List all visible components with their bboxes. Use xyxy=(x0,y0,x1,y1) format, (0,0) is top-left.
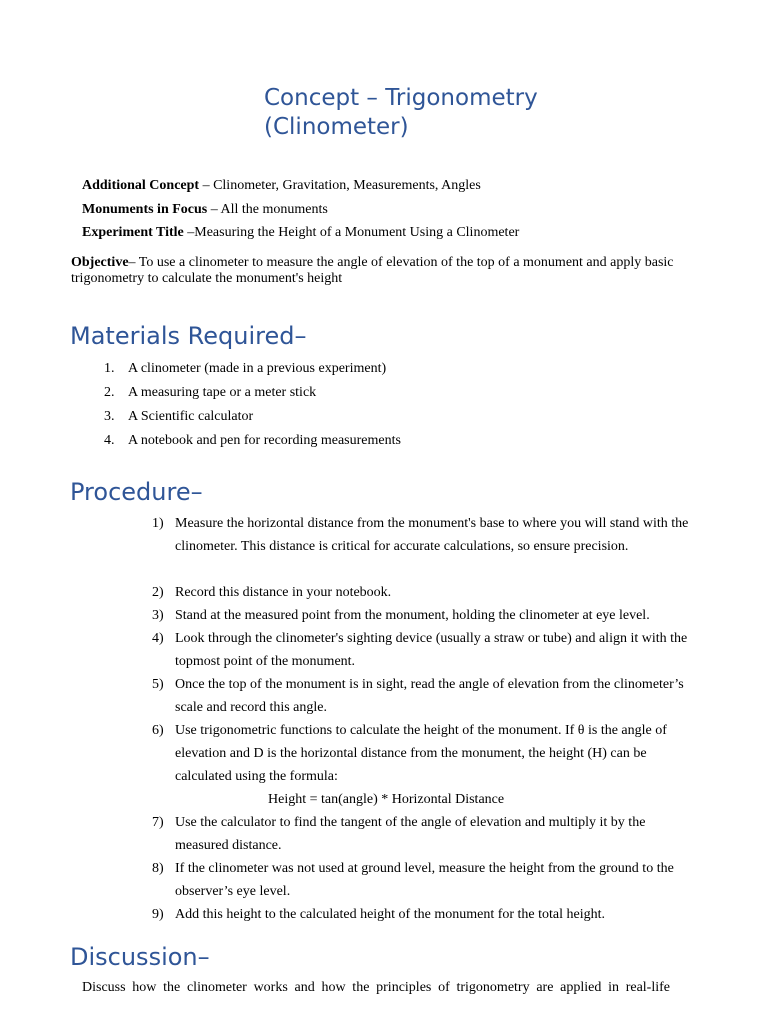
step-text: Look through the clinometer's sighting device (usually a straw or tube) and align it with the topmost point of the monument. xyxy=(175,631,688,669)
step-text: Use the calculator to find the tangent of the angle of elevation and multiply it by the measured distance. xyxy=(175,815,646,853)
list-item-text: A Scientific calculator xyxy=(128,409,254,424)
additional-concept-line xyxy=(82,177,481,195)
list-item xyxy=(104,360,386,378)
list-item-text: A measuring tape or a meter stick xyxy=(128,385,317,400)
monuments-in-focus-line xyxy=(82,201,328,219)
list-number: 2. xyxy=(104,385,115,400)
step-number: 5) xyxy=(152,677,164,692)
list-number: 4. xyxy=(104,433,115,448)
procedure-step xyxy=(150,512,690,558)
step-number: 6) xyxy=(152,723,164,738)
procedure-step xyxy=(150,627,690,673)
list-number: 1. xyxy=(104,361,115,376)
list-item xyxy=(104,432,401,450)
step-number: 3) xyxy=(152,608,164,623)
step-number: 2) xyxy=(152,585,164,600)
list-item-text: A notebook and pen for recording measurements xyxy=(128,433,401,448)
monuments-in-focus-value: – All the monuments xyxy=(207,202,328,217)
additional-concept-value: – Clinometer, Gravitation, Measurements, Angles xyxy=(199,178,481,193)
step-text: Use trigonometric functions to calculate the height of the monument. If θ is the angle of elevation and D is the horizontal distance from the monument, the height (H) can be calculated using the formula: xyxy=(175,723,667,784)
step-text: Record this distance in your notebook. xyxy=(175,585,392,600)
procedure-heading: Procedure– xyxy=(70,478,203,506)
procedure-step xyxy=(150,811,690,857)
procedure-step xyxy=(150,604,690,627)
step-text: Stand at the measured point from the monument, holding the clinometer at eye level. xyxy=(175,608,650,623)
list-item xyxy=(104,408,253,426)
step-text: Measure the horizontal distance from the monument's base to where you will stand with the clinometer. This distance is critical for accurate calculations, so ensure precision. xyxy=(175,516,689,554)
experiment-title-line xyxy=(82,224,519,242)
list-item-text: A clinometer (made in a previous experiment) xyxy=(128,361,387,376)
list-number: 3. xyxy=(104,409,115,424)
step-number: 9) xyxy=(152,907,164,922)
additional-concept-label: Additional Concept xyxy=(82,178,200,193)
step-number: 4) xyxy=(152,631,164,646)
step-text: Once the top of the monument is in sight, read the angle of elevation from the clinometer’s scale and record this angle. xyxy=(175,677,684,715)
list-item xyxy=(104,384,316,402)
procedure-step xyxy=(150,857,690,903)
step-number: 8) xyxy=(152,861,164,876)
step-text: Add this height to the calculated height of the monument for the total height. xyxy=(175,907,606,922)
step-text: If the clinometer was not used at ground level, measure the height from the ground to the observer’s eye level. xyxy=(175,861,674,899)
procedure-step xyxy=(150,903,690,926)
objective-paragraph xyxy=(71,255,696,287)
experiment-title-value: –Measuring the Height of a Monument Using a Clinometer xyxy=(183,225,520,240)
discussion-text: Discuss how the clinometer works and how the principles of trigonometry are applied in real-life xyxy=(82,980,670,995)
procedure-step xyxy=(150,581,690,604)
experiment-title-label: Experiment Title xyxy=(82,225,184,240)
monuments-in-focus-label: Monuments in Focus xyxy=(82,202,208,217)
step-number: 7) xyxy=(152,815,164,830)
objective-label: Objective xyxy=(71,255,129,270)
step-number: 1) xyxy=(152,516,164,531)
discussion-heading: Discussion– xyxy=(70,943,210,971)
height-formula: Height = tan(angle) * Horizontal Distance xyxy=(268,792,505,807)
procedure-step xyxy=(150,719,690,788)
page-title: Concept – Trigonometry (Clinometer) xyxy=(264,85,538,140)
procedure-step xyxy=(150,673,690,719)
materials-heading: Materials Required– xyxy=(70,322,307,350)
objective-text: – To use a clinometer to measure the angle of elevation of the top of a monument and apply basic trigonometry to calculate the monument's height xyxy=(71,255,674,286)
